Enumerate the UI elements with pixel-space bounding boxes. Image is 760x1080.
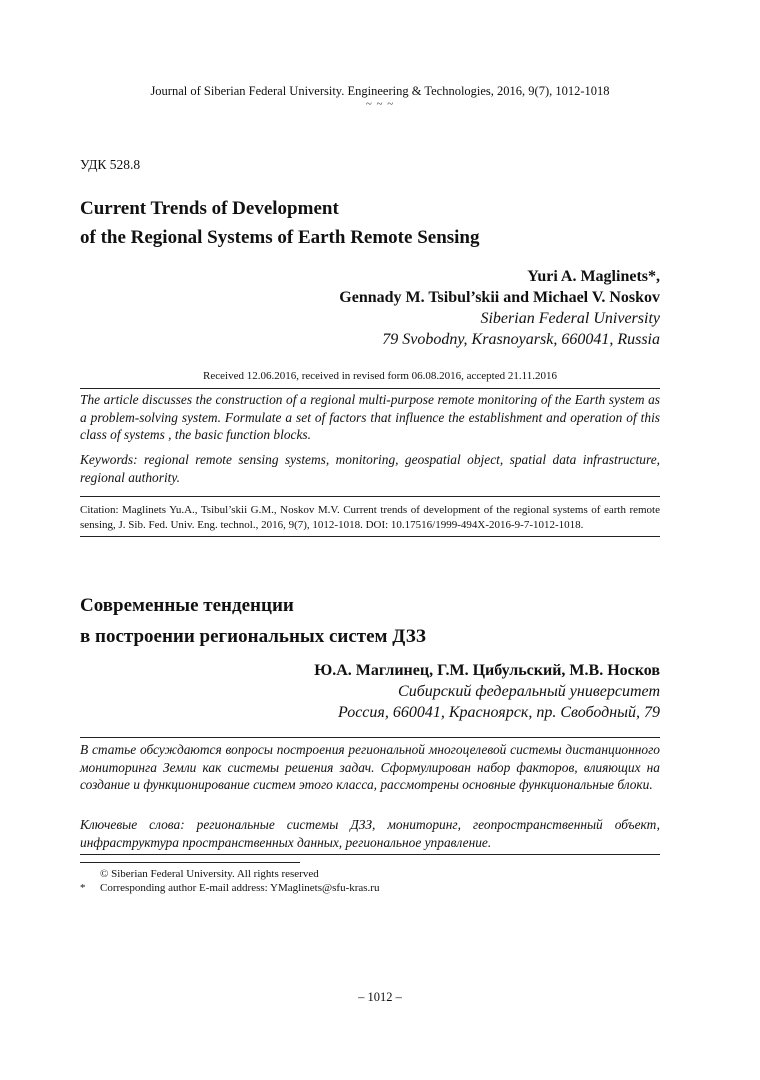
authors-en-line1: Yuri A. Maglinets*,: [527, 268, 660, 285]
keywords-en: Keywords: regional remote sensing systems, monitoring, geospatial object, spatial data infrastructure, regional authority.: [80, 452, 660, 485]
authors-ru-names: Ю.А. Маглинец, Г.М. Цибульский, М.В. Носков: [314, 662, 660, 679]
title-ru: [80, 590, 680, 652]
footnote-asterisk: *: [80, 882, 86, 894]
copyright-note: © Siberian Federal University. All rights reserved: [100, 868, 319, 880]
received-dates: Received 12.06.2016, received in revised form 06.08.2016, accepted 21.11.2016: [203, 370, 557, 382]
title-en-line2: of the Regional Systems of Earth Remote Sensing: [80, 227, 480, 248]
footnote-divider: [80, 862, 300, 863]
title-en: [80, 194, 680, 252]
divider: [80, 737, 660, 738]
divider: [80, 536, 660, 537]
title-en-line1: Current Trends of Development: [80, 198, 339, 219]
divider: [80, 496, 660, 497]
header-ornament: ~ ~ ~: [365, 98, 395, 110]
affiliation-en: Siberian Federal University: [480, 310, 660, 327]
citation: Citation: Maglinets Yu.A., Tsibul’skii G.M., Noskov M.V. Current trends of development of the regional systems of earth remote sensing, J. Sib. Fed. Univ. Eng. technol., 2016, 9(7), 1012-1018. DOI: 10.17516/1999-494X-2016-9-7-1012-1018.: [80, 504, 660, 531]
keywords-ru: Ключевые слова: региональные системы ДЗЗ, мониторинг, геопространственный объект, инфраструктура пространственных данных, региональное управление.: [80, 817, 660, 850]
affiliation-ru: Сибирский федеральный университет: [398, 683, 660, 700]
authors-ru: [314, 660, 660, 723]
divider: [80, 854, 660, 855]
abstract-ru: В статье обсуждаются вопросы построения региональной многоцелевой системы дистанционного мониторинга Земли как системы решения задач. Сформулирован набор факторов, влияющих на создание и функционирование систем этого класса, рассмотрены основные функциональные блоки.: [80, 742, 660, 792]
authors-en-line2: Gennady M. Tsibul’skii and Michael V. Noskov: [339, 289, 660, 306]
divider: [80, 388, 660, 389]
title-ru-line2: в построении региональных систем ДЗЗ: [80, 626, 426, 647]
abstract-en: The article discusses the construction of a regional multi-purpose remote monitoring of the Earth system as a problem-solving system. Formulate a set of factors that influence the establishment and operation of this class of systems , the basic function blocks.: [80, 392, 660, 442]
journal-header: Journal of Siberian Federal University. Engineering & Technologies, 2016, 9(7), 1012-1018: [150, 84, 610, 98]
authors-en: [339, 266, 660, 350]
corresponding-author-note: Corresponding author E-mail address: YMaglinets@sfu-kras.ru: [100, 882, 380, 894]
page-number: – 1012 –: [358, 990, 402, 1004]
udk-code: УДК 528.8: [80, 157, 141, 172]
address-en: 79 Svobodny, Krasnoyarsk, 660041, Russia: [382, 331, 660, 348]
address-ru: Россия, 660041, Красноярск, пр. Свободный, 79: [338, 704, 660, 721]
title-ru-line1: Современные тенденции: [80, 595, 294, 616]
